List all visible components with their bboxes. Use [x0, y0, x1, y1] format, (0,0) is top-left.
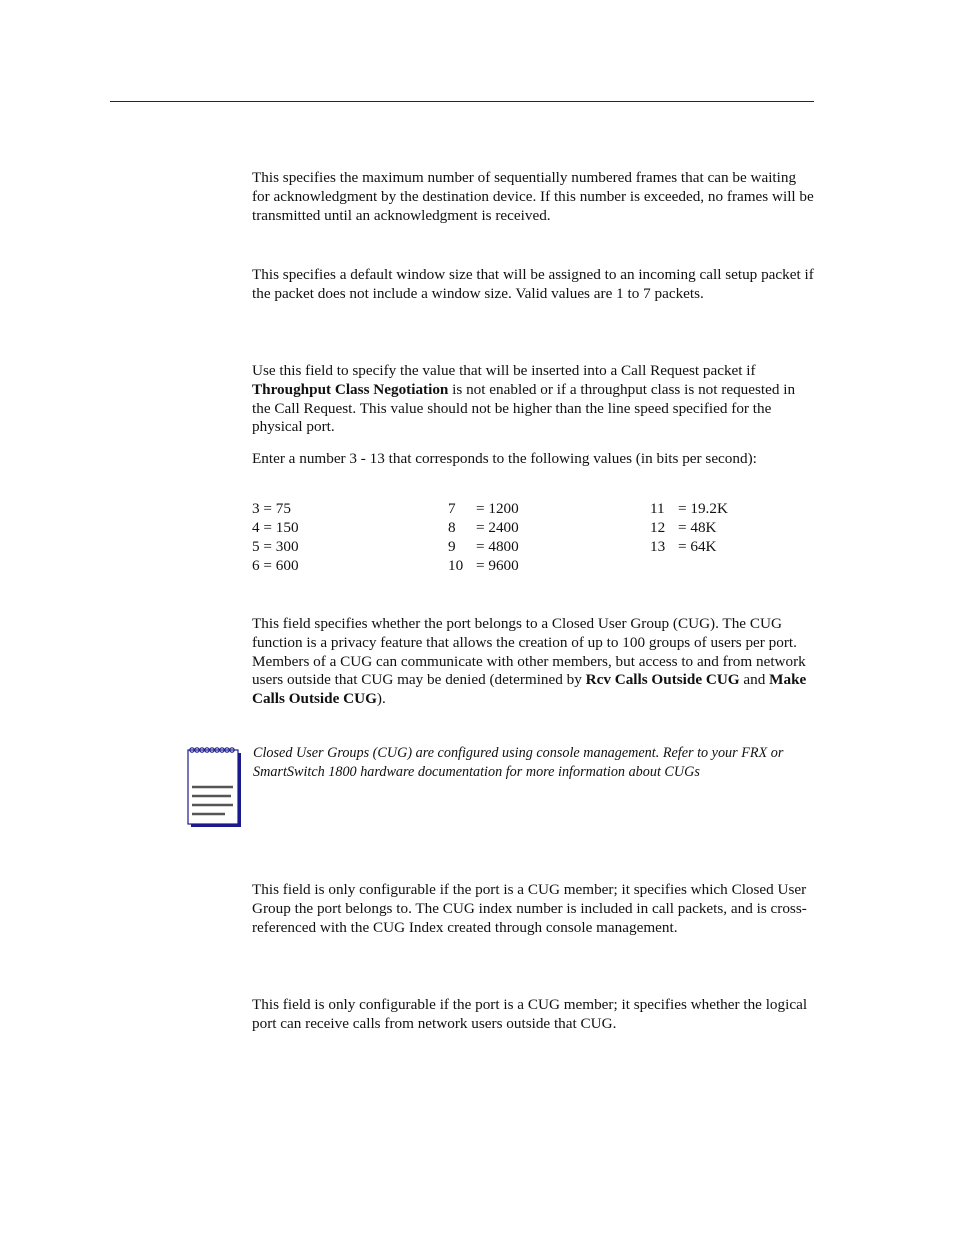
- cug-index-description: This field is only configurable if the port is a CUG member; it specifies which Closed User Group the port belongs to. The CUG index number is included in call packets, and is cross-referenced with the CUG Index created through console management.: [252, 881, 807, 936]
- value-row: 6 = 600: [252, 557, 299, 574]
- default-window-size-description: This specifies a default window size that will be assigned to an incoming call setup packet if the packet does not include a window size. Valid values are 1 to 7 packets.: [252, 266, 814, 302]
- rcv-calls-outside-cug-term: Rcv Calls Outside CUG: [585, 671, 740, 689]
- value-rate: = 48K: [678, 519, 717, 536]
- value-code: 10: [448, 557, 464, 574]
- throughput-values-table: [0, 499, 954, 579]
- value-code: 12: [650, 519, 666, 536]
- value-row: [650, 518, 810, 537]
- values-column-3: [650, 499, 810, 556]
- values-column-1: [252, 499, 432, 575]
- header-rule: [110, 101, 814, 102]
- value-code: 7: [448, 500, 456, 517]
- p3-text-before: Use this field to specify the value that will be inserted into a Call Request packet if: [252, 362, 756, 379]
- value-row: [650, 537, 810, 556]
- value-rate: = 1200: [476, 500, 519, 517]
- value-code: 11: [650, 500, 665, 517]
- value-code: 8: [448, 519, 456, 536]
- value-row: [650, 499, 810, 518]
- value-rate: = 9600: [476, 557, 519, 574]
- value-rate: = 64K: [678, 538, 717, 555]
- values-column-2: [448, 499, 628, 575]
- value-row: 4 = 150: [252, 519, 299, 536]
- value-row: [448, 556, 628, 575]
- value-rate: = 4800: [476, 538, 519, 555]
- cug-member-description: [252, 615, 814, 709]
- rcv-calls-outside-cug-description: This field is only configurable if the port is a CUG member; it specifies whether the logical port can receive calls from network users outside that CUG.: [252, 996, 808, 1032]
- value-code: 13: [650, 538, 666, 555]
- value-rate: = 19.2K: [678, 500, 728, 517]
- value-row: [448, 537, 628, 556]
- value-row: 5 = 300: [252, 538, 299, 555]
- value-row: [448, 518, 628, 537]
- p3-text-after: is not enabled or if a throughput class is not requested in the Call Request. This value should not be higher than the line speed specified for the physical port.: [252, 380, 796, 436]
- value-row: [448, 499, 628, 518]
- throughput-class-negotiation-term: Throughput Class Negotiation: [252, 380, 449, 398]
- cug-note-text: Closed User Groups (CUG) are configured using console management. Refer to your FRX or SmartSwitch 1800 hardware documentation for more information about CUGs: [253, 745, 784, 780]
- make-calls-outside-cug-term: Make Calls Outside CUG: [252, 671, 807, 708]
- value-row: 3 = 75: [252, 500, 291, 517]
- p5-text-mid: and: [739, 671, 770, 689]
- max-frames-description: This specifies the maximum number of sequentially numbered frames that can be waiting for acknowledgment by the destination device. If this number is exceeded, no frames will be transmitted until an acknowledgment is received.: [252, 169, 814, 224]
- p5-text-after: ).: [376, 690, 386, 708]
- throughput-values-intro: Enter a number 3 - 13 that corresponds to the following values (in bits per second):: [252, 450, 757, 467]
- note-icon: [187, 746, 243, 828]
- value-code: 9: [448, 538, 456, 555]
- value-rate: = 2400: [476, 519, 519, 536]
- throughput-class-description: [252, 362, 814, 437]
- p5-text-before: This field specifies whether the port belongs to a Closed User Group (CUG). The CUG function is a privacy feature that allows the creation of up to 100 groups of users per port. Members of a CUG can communicate with other members, but access to and from network users outside that CUG may be denied (determined by: [252, 615, 806, 689]
